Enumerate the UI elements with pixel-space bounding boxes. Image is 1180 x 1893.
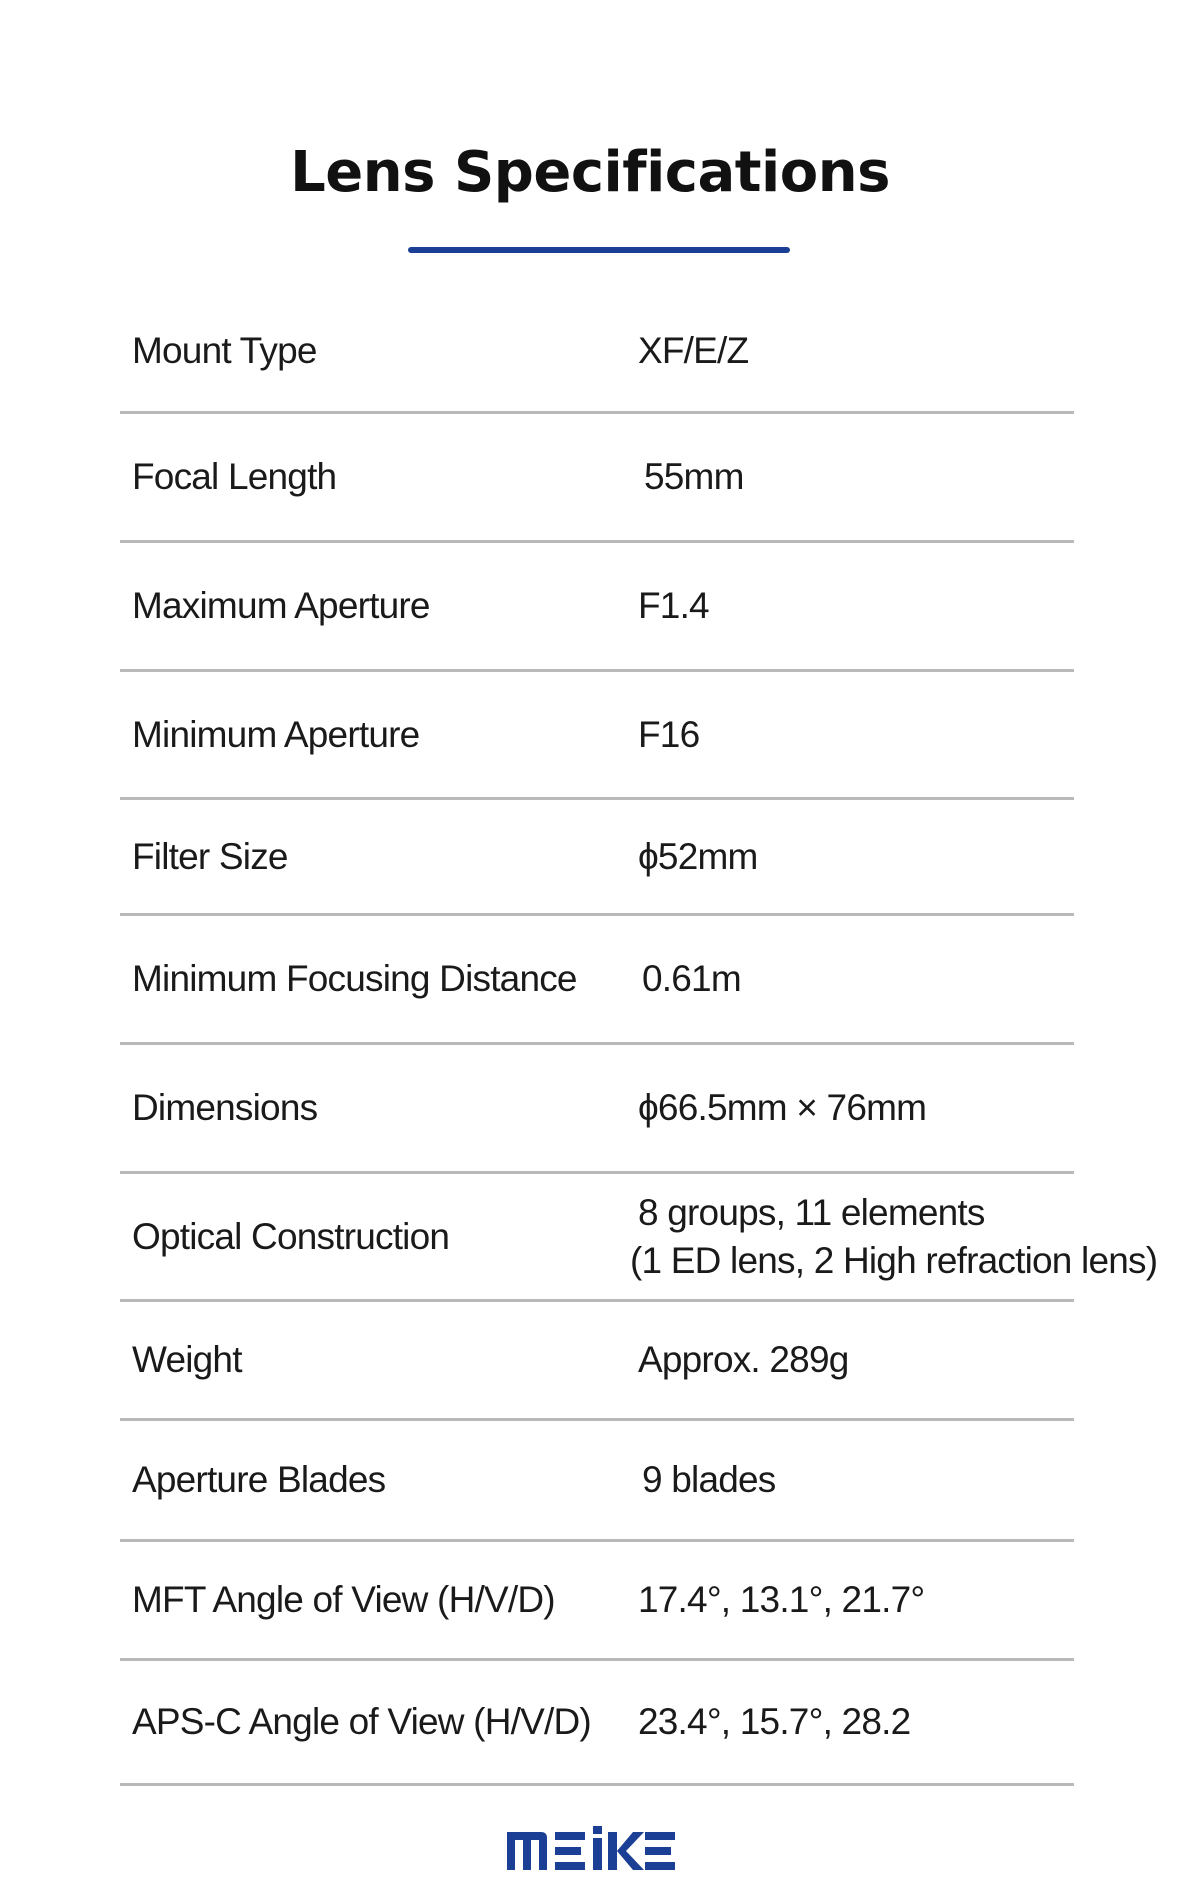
spec-label: Weight [132, 1339, 242, 1380]
spec-value: XF/E/Z [638, 329, 749, 371]
spec-label: Dimensions [132, 1087, 318, 1128]
spec-row-minimum-focusing-distance [120, 916, 1074, 1045]
spec-value-multiline [630, 1189, 1158, 1285]
spec-value-line-2: (1 ED lens, 2 High refraction lens) [630, 1239, 1158, 1281]
spec-value: ϕ66.5mm × 76mm [638, 1087, 927, 1128]
spec-row-mft-angle-of-view [120, 1542, 1074, 1661]
spec-label: Maximum Aperture [132, 585, 430, 626]
spec-value: F1.4 [638, 585, 709, 626]
spec-label: Minimum Aperture [132, 713, 420, 755]
spec-row-minimum-aperture [120, 672, 1074, 800]
spec-label: Filter Size [132, 835, 288, 877]
spec-label: MFT Angle of View (H/V/D) [132, 1579, 555, 1620]
page-title: Lens Specifications [290, 140, 890, 205]
spec-row-aps-c-angle-of-view [120, 1661, 1074, 1786]
title-underline [408, 247, 790, 253]
meike-logo [507, 1826, 675, 1870]
spec-row-focal-length [120, 414, 1074, 543]
spec-row-maximum-aperture [120, 543, 1074, 672]
spec-value: Approx. 289g [638, 1339, 849, 1380]
spec-label: Optical Construction [132, 1215, 450, 1257]
spec-label: Mount Type [132, 329, 317, 371]
spec-label: Aperture Blades [132, 1459, 386, 1500]
spec-label: Minimum Focusing Distance [132, 958, 577, 999]
spec-row-filter-size [120, 800, 1074, 916]
spec-value: 23.4°, 15.7°, 28.2 [638, 1701, 911, 1742]
spec-row-weight [120, 1302, 1074, 1421]
spec-value: 0.61m [642, 958, 741, 999]
spec-value: 17.4°, 13.1°, 21.7° [638, 1579, 925, 1620]
spec-row-aperture-blades [120, 1421, 1074, 1542]
spec-table [120, 290, 1158, 1786]
spec-row-dimensions [120, 1045, 1074, 1174]
spec-value: F16 [638, 713, 700, 755]
spec-label: Focal Length [132, 456, 337, 497]
spec-value: ϕ52mm [638, 835, 758, 877]
spec-value: 9 blades [642, 1459, 776, 1500]
spec-value-line-1: 8 groups, 11 elements [638, 1191, 985, 1233]
spec-row-mount-type [120, 290, 1074, 414]
spec-row-optical-construction [120, 1174, 1158, 1302]
spec-label: APS-C Angle of View (H/V/D) [132, 1701, 591, 1742]
spec-value: 55mm [644, 456, 744, 497]
